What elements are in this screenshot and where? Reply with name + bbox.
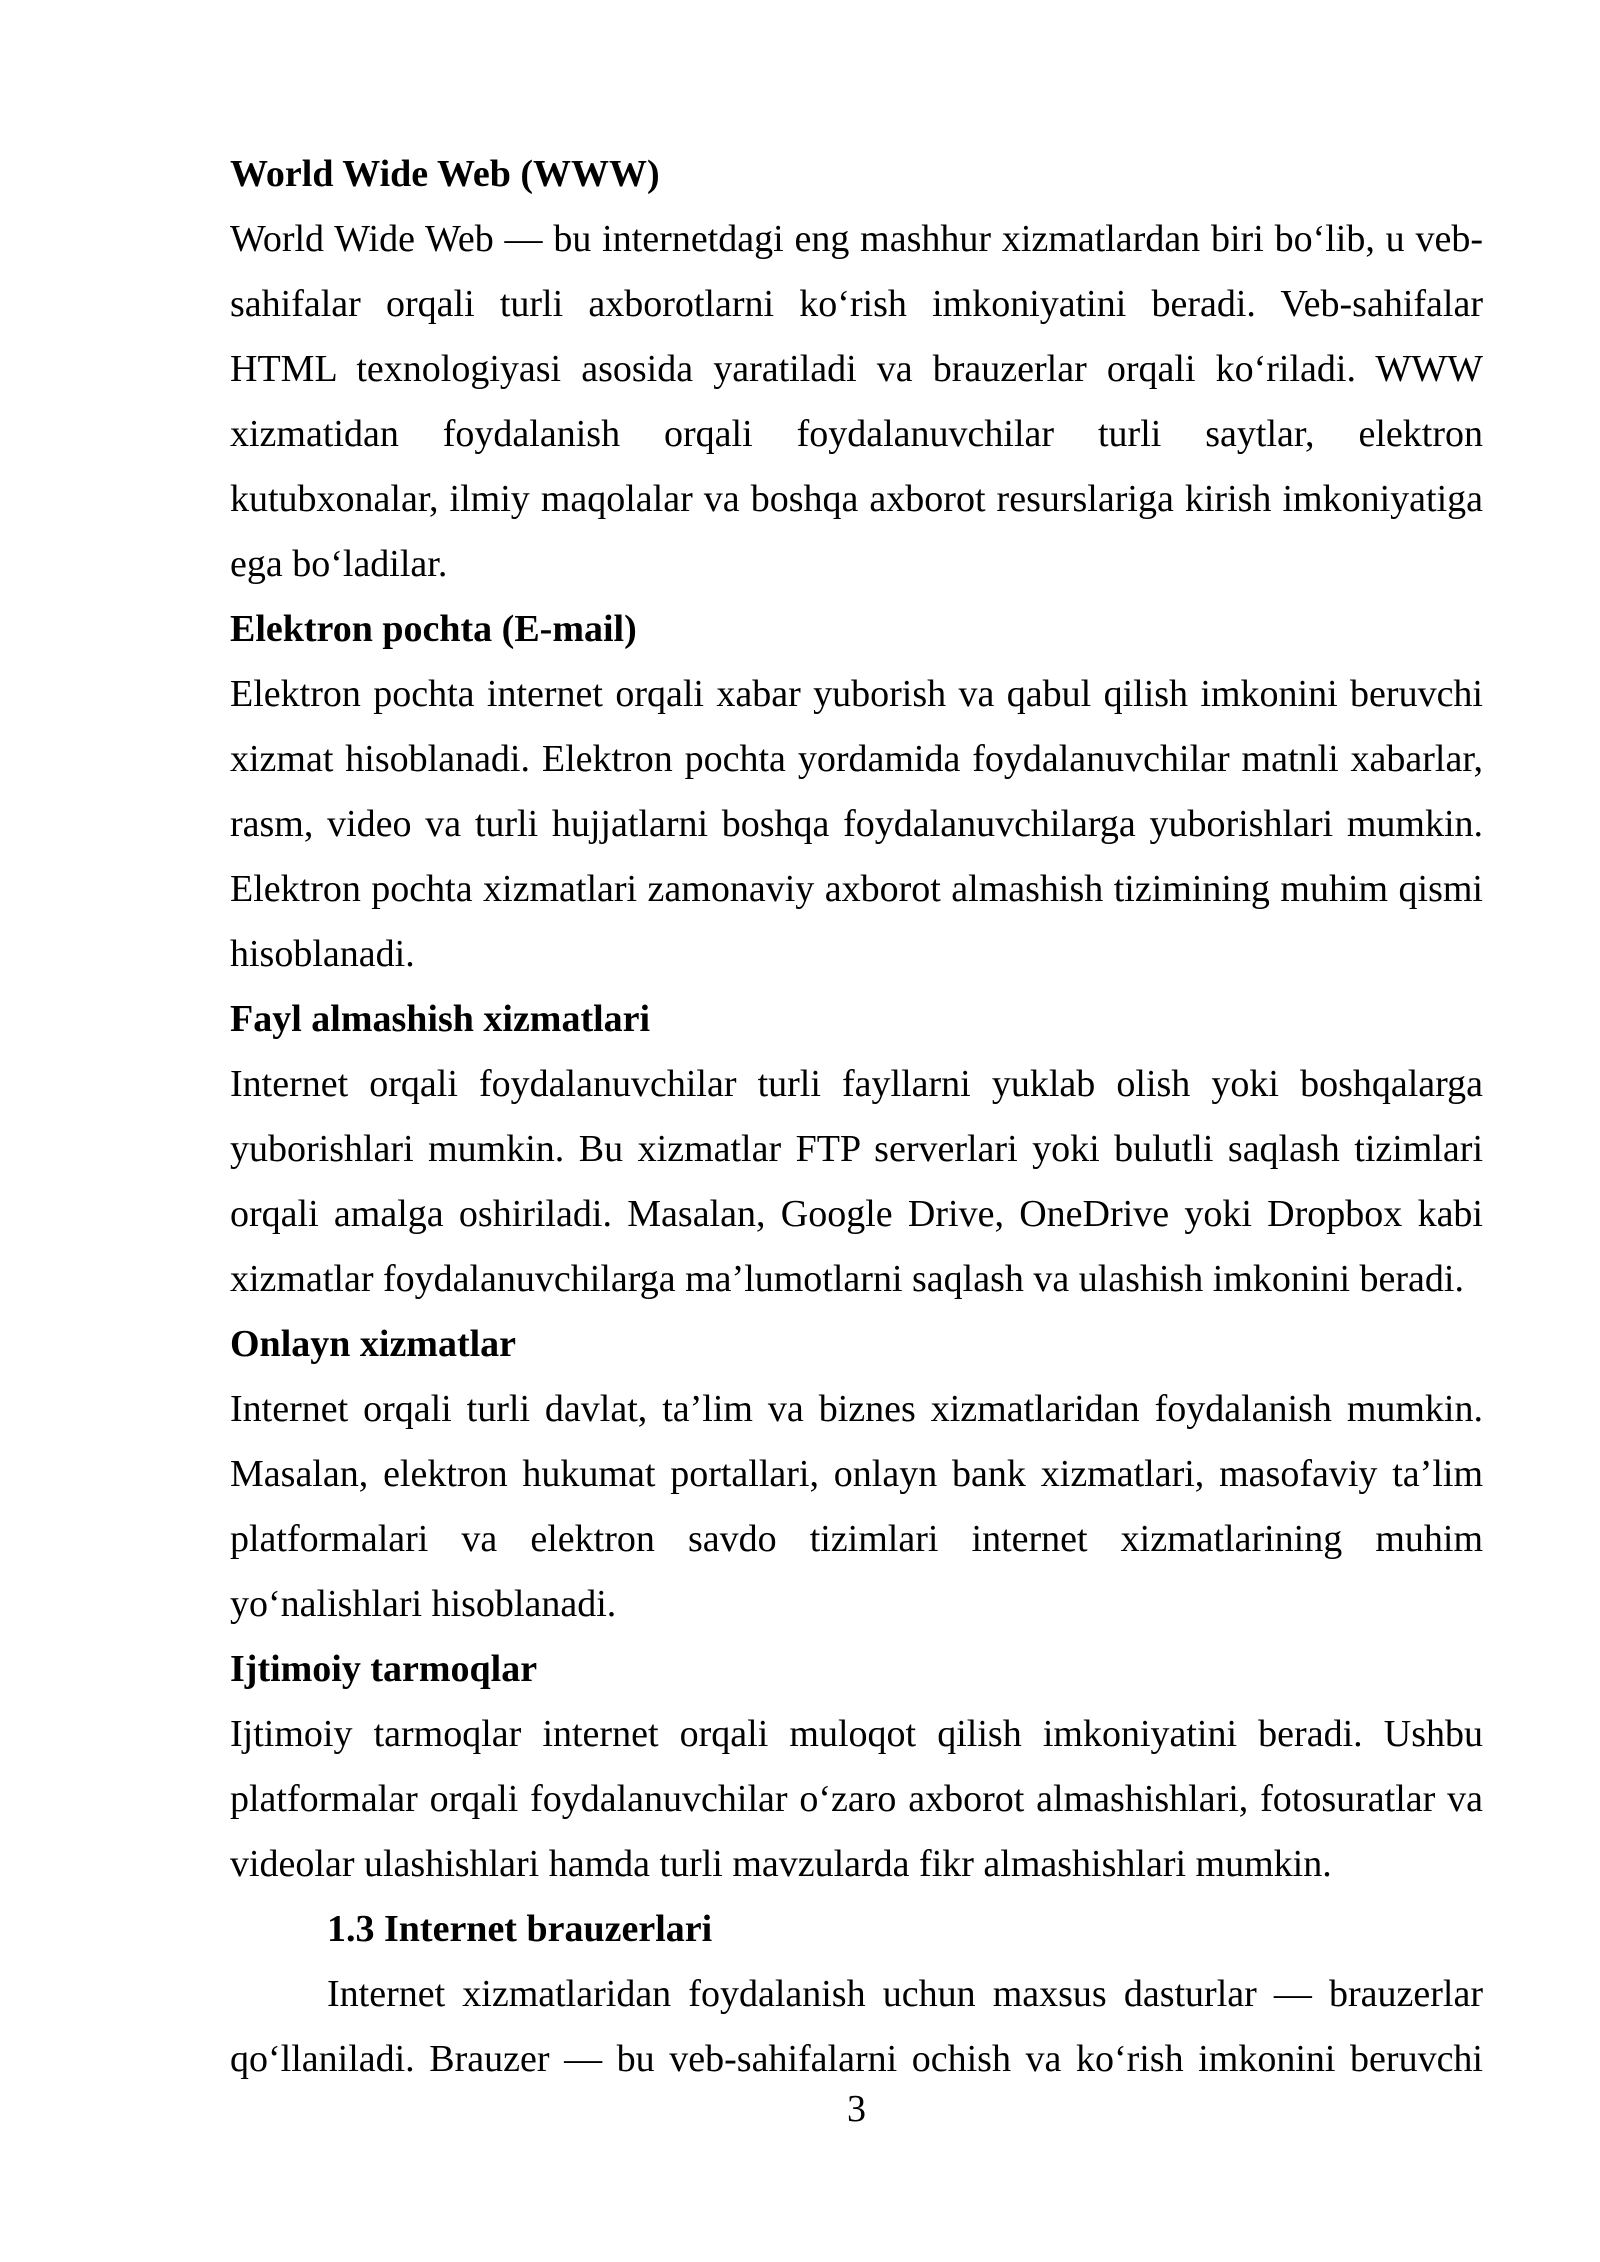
- section-heading: Fayl almashish xizmatlari: [230, 998, 651, 1040]
- paragraph: Internet orqali turli davlat, ta’lim va biznes xizmatlaridan foydalanish mumkin. Masalan, elektron hukumat portallari, onlayn bank xizmatlari, masofaviy ta’lim platformalari va elektron savdo tizimlari internet xizmatlarining muhim yoʻnalishlari hisoblanadi.: [230, 1388, 1483, 1625]
- section-file-sharing: [230, 987, 1483, 1312]
- section-social-networks: [230, 1637, 1483, 1897]
- section-email: [230, 597, 1483, 987]
- document-content: [230, 142, 1483, 2092]
- page-number: 3: [847, 2088, 866, 2130]
- page-footer: [230, 2088, 1483, 2130]
- section-online-services: [230, 1312, 1483, 1637]
- section-heading: 1.3 Internet brauzerlari: [327, 1908, 713, 1950]
- paragraph: Internet orqali foydalanuvchilar turli fayllarni yuklab olish yoki boshqalarga yuborishlari mumkin. Bu xizmatlar FTP serverlari yoki bulutli saqlash tizimlari orqali amalga oshiriladi. Masalan, Google Drive, OneDrive yoki Dropbox kabi xizmatlar foydalanuvchilarga ma’lumotlarni saqlash va ulashish imkonini beradi.: [230, 1063, 1483, 1300]
- section-heading: Onlayn xizmatlar: [230, 1323, 517, 1365]
- section-heading: World Wide Web (WWW): [230, 153, 660, 195]
- paragraph: Ijtimoiy tarmoqlar internet orqali muloqot qilish imkoniyatini beradi. Ushbu platformalar orqali foydalanuvchilar oʻzaro axborot almashishlari, fotosuratlar va videolar ulashishlari hamda turli mavzularda fikr almashishlari mumkin.: [230, 1713, 1483, 1885]
- paragraph: World Wide Web — bu internetdagi eng mashhur xizmatlardan biri boʻlib, u veb-sahifalar orqali turli axborotlarni koʻrish imkoniyatini beradi. Veb-sahifalar HTML texnologiyasi asosida yaratiladi va brauzerlar orqali koʻriladi. WWW xizmatidan foydalanish orqali foydalanuvchilar turli saytlar, elektron kutubxonalar, ilmiy maqolalar va boshqa axborot resurslariga kirish imkoniyatiga ega boʻladilar.: [230, 218, 1483, 585]
- section-browsers: [230, 1897, 1483, 2092]
- section-heading: Elektron pochta (E-mail): [230, 608, 637, 650]
- section-heading: Ijtimoiy tarmoqlar: [230, 1648, 538, 1690]
- section-www: [230, 142, 1483, 597]
- paragraph: Elektron pochta internet orqali xabar yuborish va qabul qilish imkonini beruvchi xizmat hisoblanadi. Elektron pochta yordamida foydalanuvchilar matnli xabarlar, rasm, video va turli hujjatlarni boshqa foydalanuvchilarga yuborishlari mumkin. Elektron pochta xizmatlari zamonaviy axborot almashish tizimining muhim qismi hisoblanadi.: [230, 673, 1483, 975]
- paragraph: Internet xizmatlaridan foydalanish uchun maxsus dasturlar — brauzerlar qoʻllaniladi. Brauzer — bu veb-sahifalarni ochish va koʻrish imkonini beruvchi: [230, 1973, 1483, 2080]
